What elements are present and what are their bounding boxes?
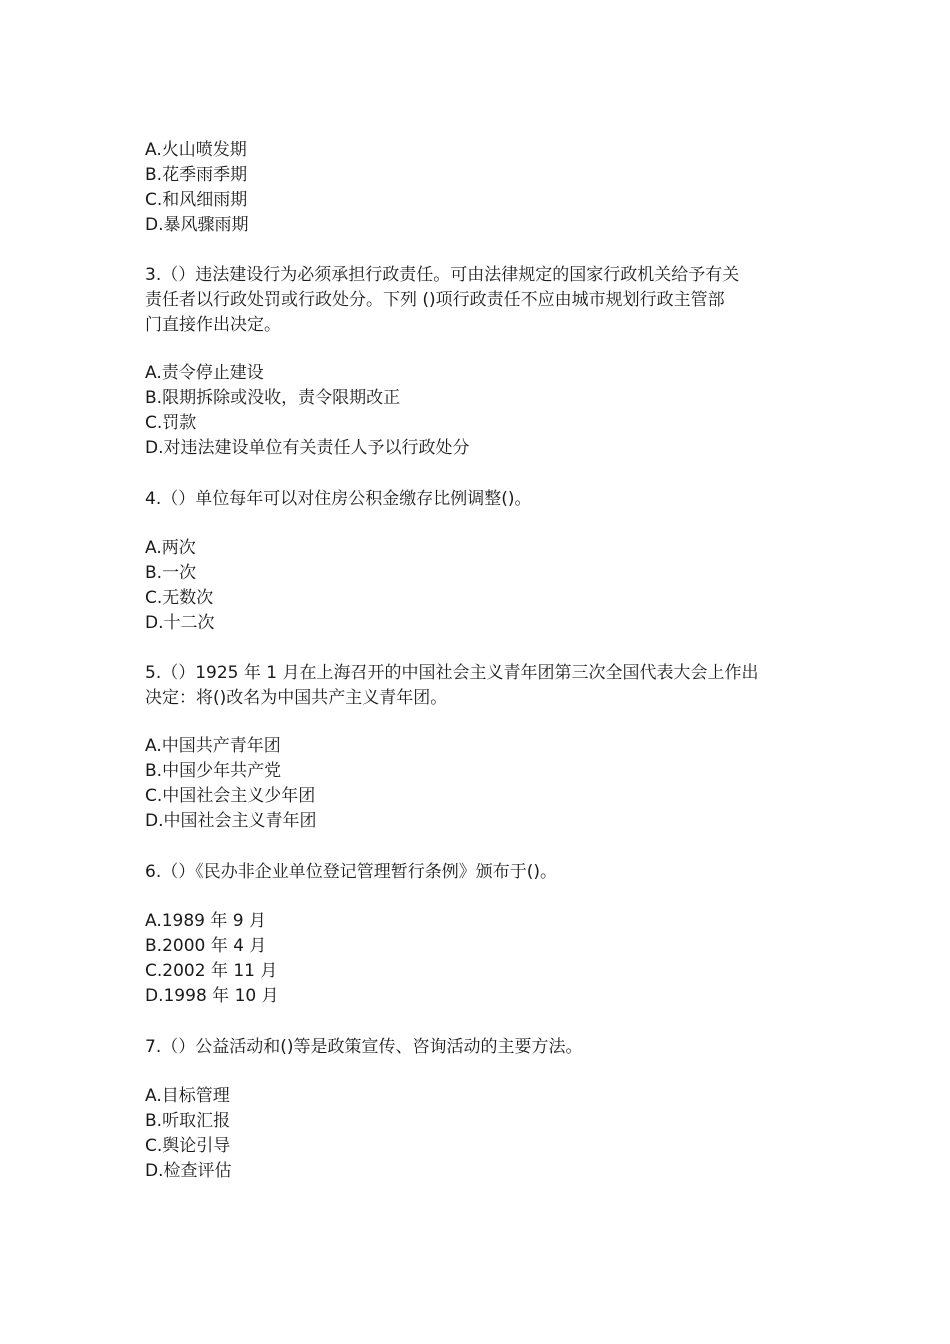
- option-a: A.火山喷发期: [145, 140, 247, 160]
- option-a: A.目标管理: [145, 1086, 230, 1106]
- option-b: B.2000 年 4 月: [145, 936, 267, 956]
- question-text: [145, 263, 810, 338]
- option-b: B.中国少年共产党: [145, 761, 282, 781]
- option-a: A.两次: [145, 538, 196, 558]
- question-7: [145, 1034, 810, 1184]
- option-c: C.中国社会主义少年团: [145, 786, 316, 806]
- option-a: A.1989 年 9 月: [145, 911, 267, 931]
- option-c: C.2002 年 11 月: [145, 961, 278, 981]
- question-text: [145, 661, 810, 711]
- question-list: [145, 138, 810, 1184]
- option-d: D.十二次: [145, 613, 215, 633]
- option-b: B.听取汇报: [145, 1111, 231, 1131]
- option-c: C.舆论引导: [145, 1136, 231, 1156]
- question-2-options: [145, 138, 810, 238]
- option-c: C.无数次: [145, 588, 214, 608]
- question-6: [145, 859, 810, 1009]
- option-b: B.花季雨季期: [145, 165, 248, 185]
- option-c: C.和风细雨期: [145, 190, 248, 210]
- question-3: [145, 263, 810, 461]
- question-text: 7.（）公益活动和()等是政策宣传、咨询活动的主要方法。: [145, 1037, 583, 1057]
- option-c: C.罚款: [145, 413, 197, 433]
- option-d: D.检查评估: [145, 1161, 232, 1181]
- option-d: D.中国社会主义青年团: [145, 811, 317, 831]
- option-a: A.责令停止建设: [145, 363, 264, 383]
- option-d: D.暴风骤雨期: [145, 215, 249, 235]
- option-d: D.1998 年 10 月: [145, 986, 279, 1006]
- question-5: [145, 661, 810, 834]
- question-line: 3.（）违法建设行为必须承担行政责任。可由法律规定的国家行政机关给予有关: [145, 265, 740, 285]
- option-b: B.限期拆除或没收，责令限期改正: [145, 388, 401, 408]
- question-text: 6.（）《民办非企业单位登记管理暂行条例》颁布于()。: [145, 862, 557, 882]
- option-b: B.一次: [145, 563, 197, 583]
- question-text: 4.（）单位每年可以对住房公积金缴存比例调整()。: [145, 489, 532, 509]
- option-a: A.中国共产青年团: [145, 736, 281, 756]
- question-line: 责任者以行政处罚或行政处分。下列 ()项行政责任不应由城市规划行政主管部: [145, 290, 725, 310]
- question-4: [145, 486, 810, 636]
- option-d: D.对违法建设单位有关责任人予以行政处分: [145, 438, 470, 458]
- question-line: 决定：将()改名为中国共产主义青年团。: [145, 688, 448, 708]
- question-line: 5.（）1925 年 1 月在上海召开的中国社会主义青年团第三次全国代表大会上作出: [145, 663, 759, 683]
- question-line: 门直接作出决定。: [145, 315, 281, 335]
